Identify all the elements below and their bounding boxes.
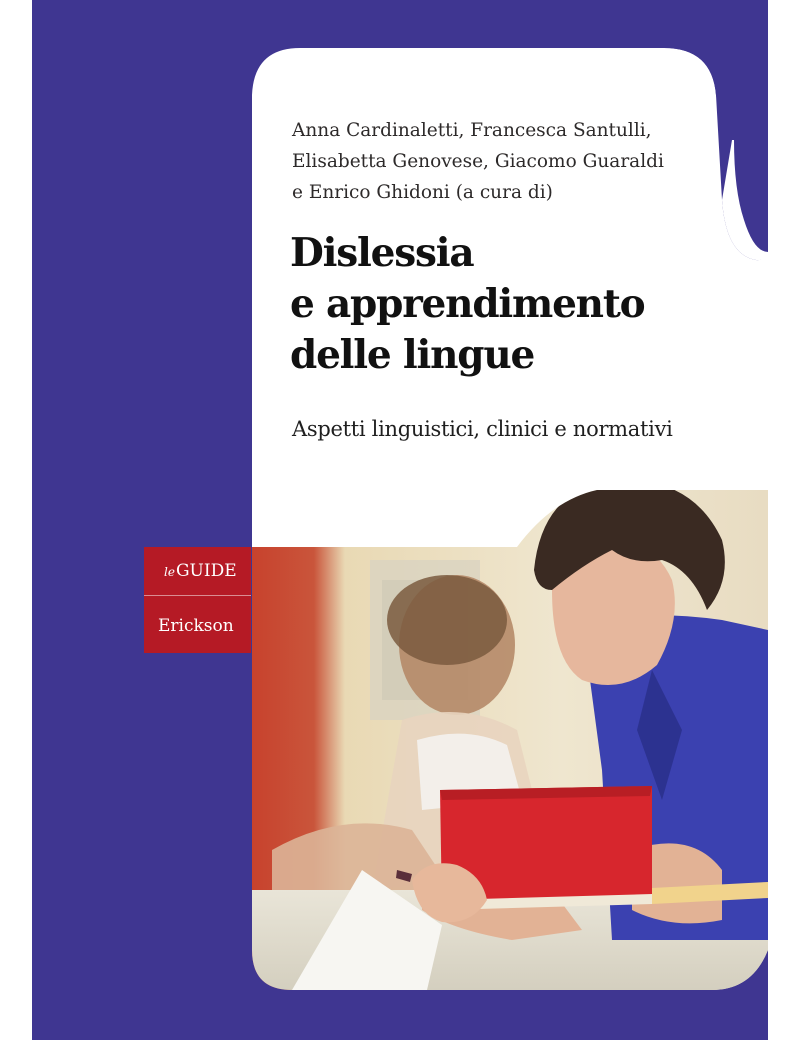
title-line: e apprendimento	[290, 281, 645, 327]
title-line: delle lingue	[290, 332, 535, 378]
series-name: GUIDE	[175, 561, 237, 581]
author-line: e Enrico Ghidoni (a cura di)	[292, 182, 553, 203]
book-subtitle: Aspetti linguistici, clinici e normativi	[292, 417, 673, 441]
students-photo	[252, 470, 768, 990]
series-prefix: le	[164, 565, 175, 579]
book-cover	[32, 0, 768, 1040]
book-title	[290, 228, 760, 381]
publisher-name: Erickson	[158, 616, 234, 636]
authors	[292, 115, 752, 208]
badge-divider	[144, 595, 251, 596]
series-badge	[144, 547, 251, 653]
students-illustration	[252, 470, 768, 990]
author-line: Anna Cardinaletti, Francesca Santulli,	[292, 120, 652, 141]
series-label	[164, 561, 237, 581]
title-line: Dislessia	[290, 230, 474, 276]
author-line: Elisabetta Genovese, Giacomo Guaraldi	[292, 151, 664, 172]
